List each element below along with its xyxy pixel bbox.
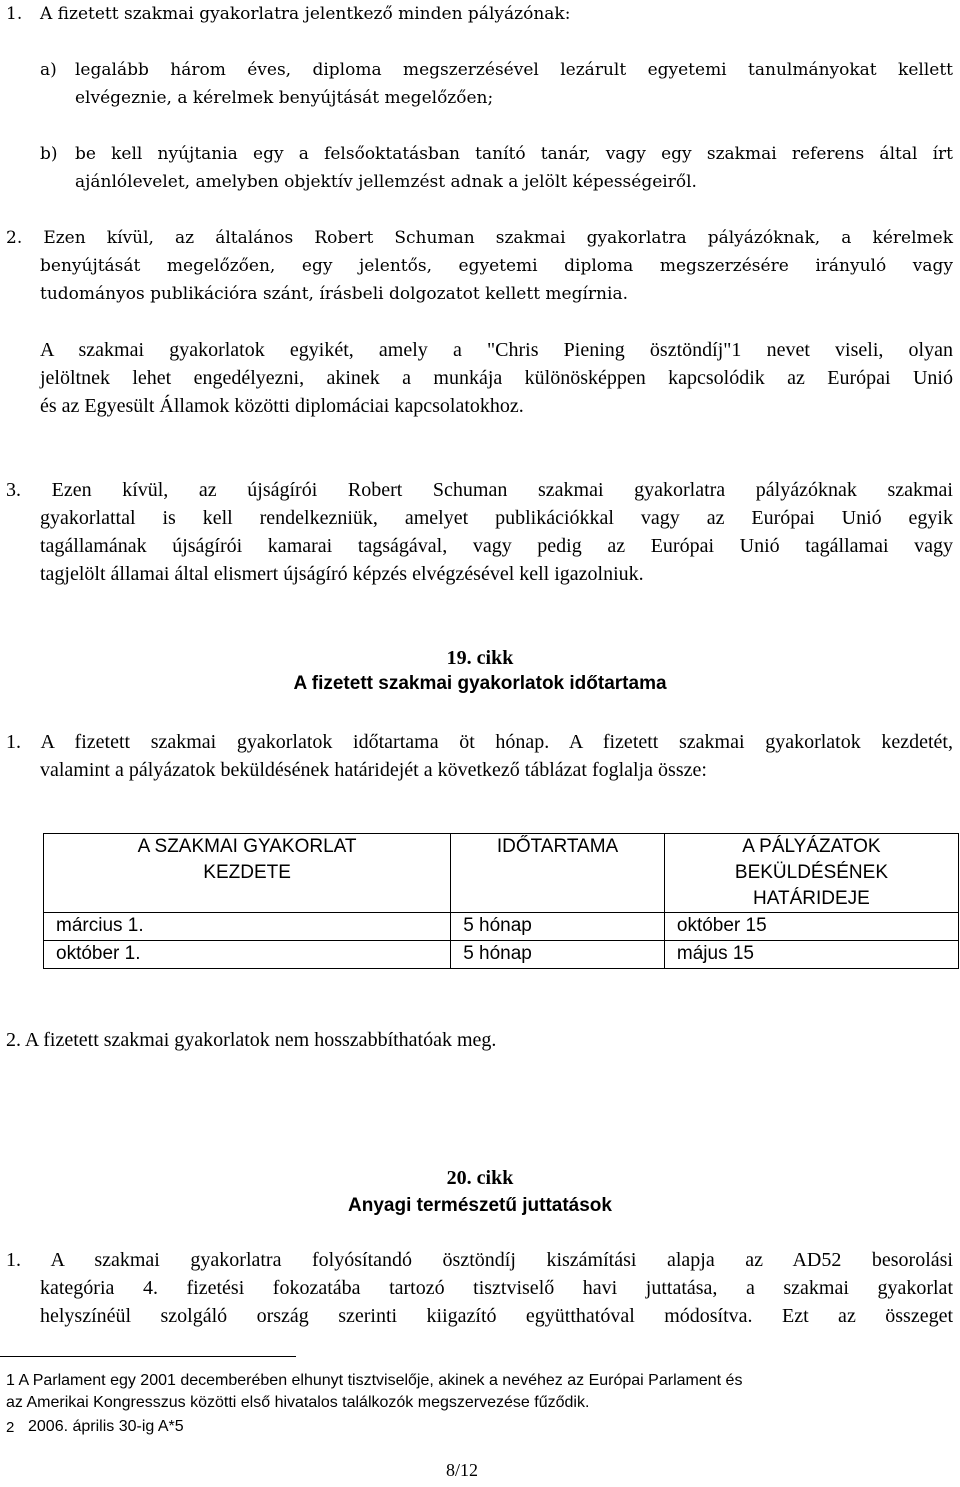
table-row	[44, 913, 959, 941]
para-3-line-2: gyakorlattal is kell rendelkezniük, amelyet publikációkkal vagy az Európai Unió egyik	[40, 507, 953, 529]
header-deadline: A PÁLYÁZATOK BEKÜLDÉSÉNEK HATÁRIDEJE	[664, 834, 958, 913]
cell-deadline: május 15	[664, 941, 958, 969]
para-3-line-3: tagállamának újságírói kamarai tagságával, vagy pedig az Európai Unió tagállamai vagy	[40, 535, 953, 557]
article-20-title: Anyagi természetű juttatások	[348, 1195, 612, 1216]
item-1-intro: A fizetett szakmai gyakorlatra jelentkező minden pályázónak:	[40, 4, 571, 24]
item-1-number: 1.	[6, 4, 23, 24]
article-20-para-1-line-3: helyszínéül szolgáló ország szerinti kiigazító együtthatóval módosítva. Ezt az összeget	[40, 1305, 953, 1327]
cell-deadline: október 15	[664, 913, 958, 941]
header-start: A SZAKMAI GYAKORLAT KEZDETE	[44, 834, 451, 913]
cell-start: október 1.	[44, 941, 451, 969]
cell-duration: 5 hónap	[451, 913, 665, 941]
para-3-line-4: tagjelölt államai által elismert újságíró képzés elvégzésével kell igazolniuk.	[40, 563, 644, 585]
para-piening-line-1: A szakmai gyakorlatok egyikét, amely a "Chris Piening ösztöndíj"1 nevet viseli, olyan	[40, 339, 953, 361]
item-a-label: a)	[40, 60, 57, 80]
article-19-para-1-line-2: valamint a pályázatok beküldésének határidejét a következő táblázat foglalja össze:	[40, 759, 707, 781]
para-piening-line-2: jelöltnek lehet engedélyezni, akinek a munkája különösképpen kapcsolódik az Európai Unió	[40, 367, 953, 389]
para-2-line-3: tudományos publikációra szánt, írásbeli dolgozatot kellett megírnia.	[40, 284, 628, 304]
footnote-2-text: 2006. április 30-ig A*5	[28, 1418, 184, 1435]
footnote-2-number: 2	[6, 1419, 15, 1436]
article-19-number: 19. cikk	[446, 647, 514, 669]
para-2-line-1: 2. Ezen kívül, az általános Robert Schuman szakmai gyakorlatra pályázóknak, a kérelmek	[6, 228, 953, 248]
article-20-number: 20. cikk	[446, 1167, 514, 1189]
footnote-1-line-1: 1 A Parlament egy 2001 decemberében elhunyt tisztviselője, akinek a nevéhez az Európai Parlament és	[6, 1372, 743, 1389]
item-b-line-1: be kell nyújtania egy a felsőoktatásban tanító tanár, vagy egy szakmai referens által írt	[75, 144, 953, 164]
para-piening-line-3: és az Egyesült Államok közötti diplomáciai kapcsolatokhoz.	[40, 395, 524, 417]
article-20-para-1-line-2: kategória 4. fizetési fokozatába tartozó tisztviselő havi juttatása, a szakmai gyakorlat	[40, 1277, 953, 1299]
article-19-title: A fizetett szakmai gyakorlatok időtartama	[293, 673, 667, 694]
item-b-label: b)	[40, 144, 58, 164]
table-row	[44, 941, 959, 969]
item-b-line-2: ajánlólevelet, amelyben objektív jellemzést adnak a jelölt képességeiről.	[75, 172, 697, 192]
footnote-separator	[0, 1356, 296, 1357]
cell-start: március 1.	[44, 913, 451, 941]
footnote-1-line-2: az Amerikai Kongresszus közötti első hivatalos találkozók megszervezése fűződik.	[6, 1394, 590, 1411]
page-number: 8/12	[445, 1460, 478, 1480]
item-a-line-2: elvégeznie, a kérelmek benyújtását megelőzően;	[75, 88, 494, 108]
schedule-table	[43, 833, 959, 969]
item-a-line-1: legalább három éves, diploma megszerzésével lezárult egyetemi tanulmányokat kellett	[75, 60, 953, 80]
article-20-para-1-line-1: 1. A szakmai gyakorlatra folyósítandó ösztöndíj kiszámítási alapja az AD52 besorolási	[6, 1249, 953, 1271]
table-header-row	[44, 834, 959, 913]
article-19-para-1-line-1: 1. A fizetett szakmai gyakorlatok időtartama öt hónap. A fizetett szakmai gyakorlatok kezdetét,	[6, 731, 953, 753]
article-19-para-2: 2. A fizetett szakmai gyakorlatok nem hosszabbíthatóak meg.	[6, 1029, 497, 1051]
cell-duration: 5 hónap	[451, 941, 665, 969]
header-duration: IDŐTARTAMA	[451, 834, 665, 913]
para-3-line-1: 3. Ezen kívül, az újságírói Robert Schuman szakmai gyakorlatra pályázóknak szakmai	[6, 479, 953, 501]
para-2-line-2: benyújtását megelőzően, egy jelentős, egyetemi diploma megszerzésére irányuló vagy	[40, 256, 953, 276]
